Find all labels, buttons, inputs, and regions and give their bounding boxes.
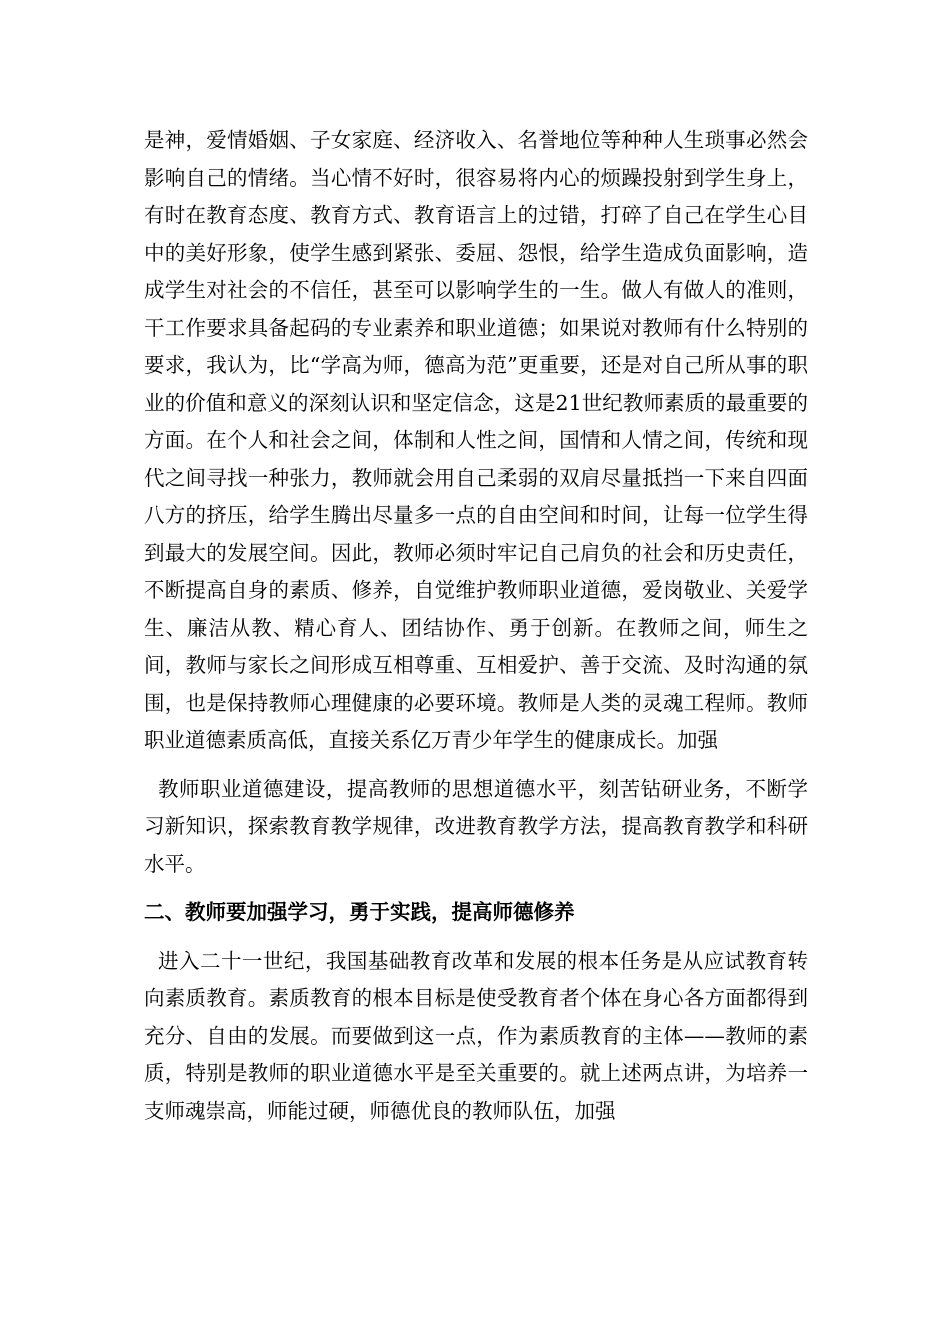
body-paragraph: 教师职业道德建设，提高教师的思想道德水平，刻苦钻研业务，不断学习新知识，探索教育教学规律，改进教育教学方法，提高教育教学和科研水平。 bbox=[144, 776, 808, 876]
document-page bbox=[144, 122, 808, 1130]
paragraph-gap bbox=[144, 883, 808, 894]
section-heading: 二、教师要加强学习，勇于实践，提高师德修养 bbox=[144, 900, 575, 924]
body-paragraph: 是神，爱情婚姻、子女家庭、经济收入、名誉地位等种种人生琐事必然会影响自己的情绪。当心情不好时，很容易将内心的烦躁投射到学生身上，有时在教育态度、教育方式、教育语言上的过错，打碎了自己在学生心目中的美好形象，使学生感到紧张、委屈、怨恨，给学生造成负面影响，造成学生对社会的不信任，甚至可以影响学生的一生。做人有做人的准则，干工作要求具备起码的专业素养和职业道德；如果说对教师有什么特别的要求，我认为，比“学高为师，德高为范”更重要，还是对自己所从事的职业的价值和意义的深刻认识和坚定信念，这是21世纪教师素质的最重要的方面。在个人和社会之间，体制和人性之间，国情和人情之间，传统和现代之间寻找一种张力，教师就会用自己柔弱的双肩尽量抵挡一下来自四面八方的挤压，给学生腾出尽量多一点的自由空间和时间，让每一位学生得到最大的发展空间。因此，教师必须时牢记自己肩负的社会和历史责任，不断提高自身的素质、修养，自觉维护教师职业道德，爱岗敬业、关爱学生、廉洁从教、精心育人、团结协作、勇于创新。在教师之间，师生之间，教师与家长之间形成互相尊重、互相爱护、善于交流、及时沟通的氛围，也是保持教师心理健康的必要环境。教师是人类的灵魂工程师。教师职业道德素质高低，直接关系亿万青少年学生的健康成长。加强 bbox=[144, 128, 808, 752]
paragraph-gap bbox=[144, 760, 808, 771]
paragraph-gap bbox=[144, 932, 808, 943]
body-paragraph: 进入二十一世纪，我国基础教育改革和发展的根本任务是从应试教育转向素质教育。素质教育的根本目标是使受教育者个体在身心各方面都得到充分、自由的发展。而要做到这一点，作为素质教育的主体——教师的素质，特别是教师的职业道德水平是至关重要的。就上述两点讲，为培养一支师魂崇高，师能过硬，师德优良的教师队伍，加强 bbox=[144, 948, 808, 1123]
